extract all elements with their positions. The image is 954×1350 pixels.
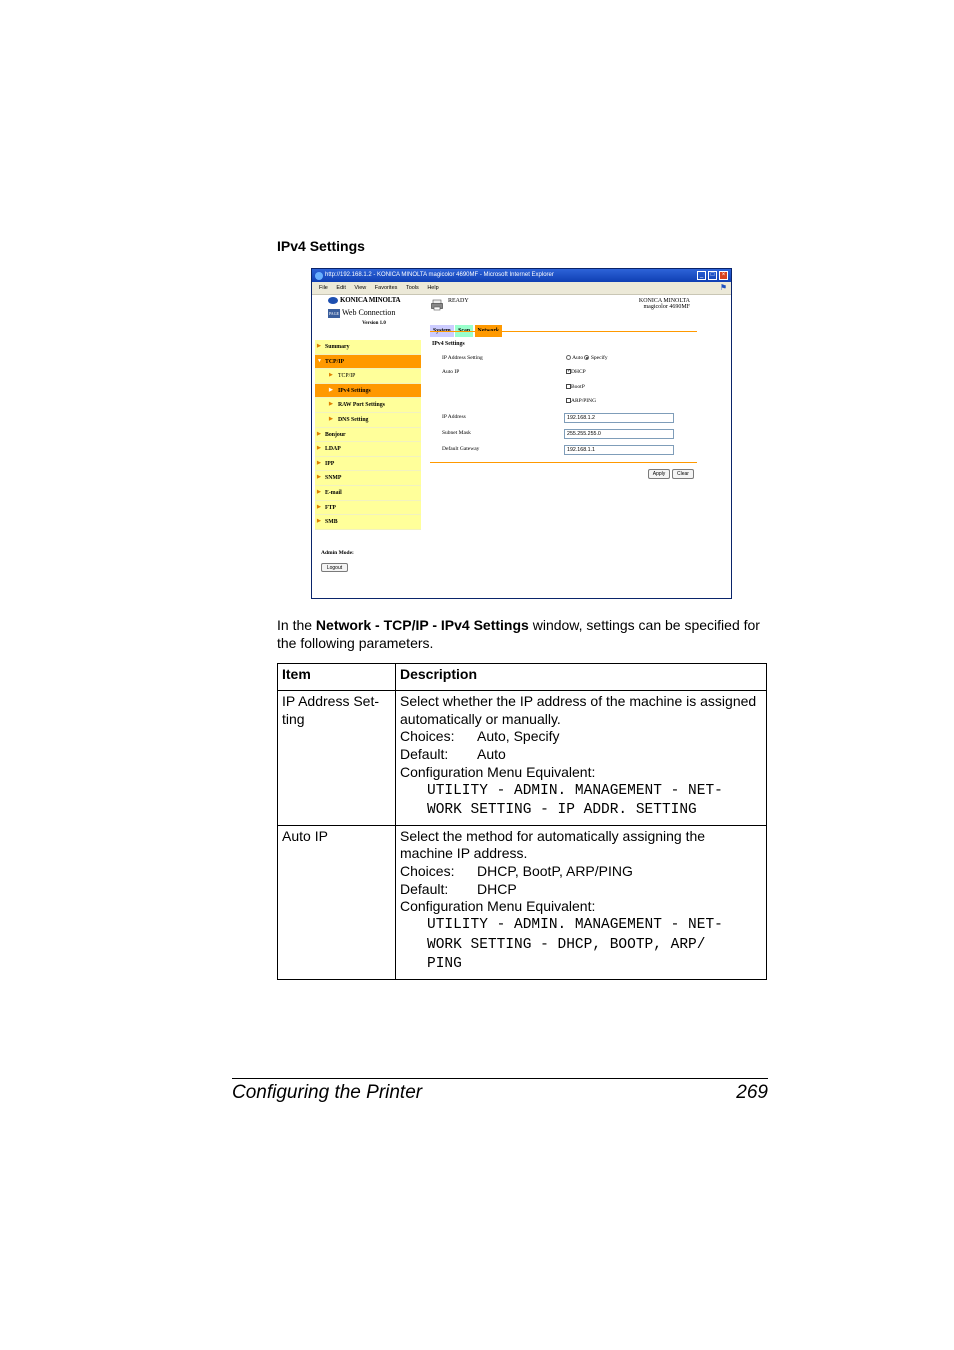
- header-description: Description: [396, 664, 767, 691]
- table-row: [278, 691, 767, 826]
- ip-address-label: IP Address: [442, 414, 466, 420]
- browser-menubar: [312, 282, 731, 295]
- bootp-label: BootP: [571, 384, 585, 390]
- sidebar-item-summary[interactable]: ▶ Summary: [315, 340, 421, 355]
- arrow-right-icon: ▶: [317, 344, 321, 349]
- description-cell: [396, 825, 767, 979]
- sidebar-item-email[interactable]: ▶ E-mail: [315, 486, 421, 501]
- tab-divider: [430, 331, 697, 332]
- menu-edit[interactable]: Edit: [336, 285, 346, 291]
- item-text: Auto IP: [282, 827, 328, 844]
- header-item: Item: [278, 664, 396, 691]
- section-heading: IPv4 Settings: [277, 238, 365, 254]
- menu-path: UTILITY - ADMIN. MANAGEMENT - NET-: [427, 917, 723, 934]
- printer-icon: [431, 299, 443, 311]
- choices-line: Choices: Auto, Specify: [400, 728, 560, 745]
- subnet-mask-input[interactable]: 255.255.255.0: [564, 429, 674, 439]
- arrow-right-icon: ▶: [317, 431, 321, 437]
- model-brand: KONICA MINOLTA: [638, 298, 690, 304]
- menu-favorites[interactable]: Favorites: [374, 285, 398, 291]
- browser-title: http://192.168.1.2 - KONICA MINOLTA magicolor 4690MF - Microsoft Internet Explorer: [325, 272, 554, 278]
- description-text: Select whether the IP address of the machine is assigned: [400, 693, 757, 709]
- item-cell: [278, 825, 396, 979]
- sidebar-subitem-raw-port[interactable]: ▶ RAW Port Settings: [315, 398, 421, 413]
- form-title: IPv4 Settings: [432, 341, 465, 347]
- logo-area: [324, 296, 424, 326]
- arrow-right-icon: ▶: [317, 519, 321, 525]
- item-text: ting: [282, 710, 305, 727]
- intro-paragraph: [277, 617, 767, 652]
- bootp-option: [566, 384, 585, 390]
- table-row: [278, 825, 767, 979]
- arrow-right-icon: ▶: [317, 475, 321, 481]
- windows-flag-icon: ⚑: [719, 283, 727, 292]
- brand-text: KONICA MINOLTA: [340, 296, 401, 304]
- description-text: Select the method for automatically assigning the: [400, 827, 706, 844]
- arp-ping-label: ARP/PING: [571, 398, 597, 404]
- intro-post: window, settings can be specified for the following parameters.: [277, 617, 760, 651]
- arrow-down-icon: ▼: [317, 358, 322, 364]
- intro-pre: In the: [277, 617, 316, 633]
- sidebar-item-ipp[interactable]: ▶ IPP: [315, 457, 421, 472]
- arrow-right-icon: ▶: [317, 446, 321, 452]
- ip-setting-radio-group: [566, 355, 608, 361]
- menu-path: UTILITY - ADMIN. MANAGEMENT - NET-: [427, 782, 723, 799]
- arrow-right-icon: ▶: [317, 504, 321, 510]
- default-gateway-label: Default Gateway: [442, 446, 480, 452]
- ip-address-input[interactable]: 192.168.1.2: [564, 413, 674, 423]
- sidebar-item-snmp[interactable]: ▶ SNMP: [315, 471, 421, 486]
- tab-bar: [430, 319, 499, 331]
- arp-ping-option: [566, 398, 596, 404]
- radio-specify[interactable]: [584, 355, 589, 360]
- radio-specify-label: Specify: [590, 355, 608, 361]
- menu-file[interactable]: File: [319, 285, 328, 291]
- version-label: Version 1.0: [362, 320, 386, 326]
- ie-icon: [315, 272, 323, 280]
- menu-help[interactable]: Help: [427, 285, 439, 291]
- description-text: automatically or manually.: [400, 710, 561, 727]
- arrow-right-icon: ▶: [329, 402, 333, 408]
- arrow-right-icon: ▶: [329, 387, 333, 393]
- table-header-row: [278, 664, 767, 691]
- product-text: Web Connection: [342, 308, 396, 317]
- radio-auto[interactable]: [566, 355, 571, 360]
- subnet-mask-label: Subnet Mask: [442, 430, 471, 436]
- model-name: magicolor 4690MF: [643, 304, 690, 310]
- ip-setting-label: IP Address Setting: [442, 355, 483, 361]
- page-number: 269: [736, 1082, 768, 1103]
- default-line: Default: DHCP: [400, 880, 517, 897]
- clear-button[interactable]: Clear: [672, 469, 694, 479]
- item-cell: [278, 691, 396, 826]
- radio-auto-label: Auto: [572, 355, 584, 361]
- choices-line: Choices: DHCP, BootP, ARP/PING: [400, 862, 633, 879]
- description-cell: [396, 691, 767, 826]
- item-text: IP Address Set-: [282, 693, 380, 709]
- model-info: [617, 298, 690, 310]
- sidebar-item-ldap[interactable]: ▶ LDAP: [315, 442, 421, 457]
- arrow-right-icon: ▶: [317, 489, 321, 495]
- apply-button[interactable]: Apply: [648, 469, 670, 479]
- minimize-icon[interactable]: _: [697, 271, 706, 280]
- menu-tools[interactable]: Tools: [405, 285, 419, 291]
- maximize-icon[interactable]: □: [708, 271, 717, 280]
- arrow-right-icon: ▶: [329, 416, 333, 422]
- sidebar-item-bonjour[interactable]: ▶ Bonjour: [315, 428, 421, 443]
- sidebar-item-ftp[interactable]: ▶ FTP: [315, 501, 421, 516]
- sidebar-subitem-tcpip[interactable]: ▶ TCP/IP: [315, 369, 421, 384]
- sidebar-item-smb[interactable]: ▶ SMB: [315, 515, 421, 530]
- arrow-right-icon: ▶: [329, 373, 333, 379]
- default-line: Default: Auto: [400, 746, 506, 763]
- logout-button[interactable]: Logout: [321, 563, 348, 572]
- intro-bold: Network - TCP/IP - IPv4 Settings: [315, 617, 529, 633]
- pagescope-icon: PAGE SCOPE: [328, 310, 341, 325]
- arrow-right-icon: ▶: [317, 460, 321, 466]
- dhcp-checkbox[interactable]: ✓: [567, 369, 572, 375]
- form-divider: [430, 462, 697, 463]
- dhcp-option: [566, 369, 586, 375]
- close-icon[interactable]: ×: [719, 271, 728, 280]
- browser-titlebar: [312, 269, 731, 282]
- konica-minolta-logo: [328, 296, 424, 304]
- sidebar-subitem-ipv4-settings[interactable]: ▶ IPv4 Settings: [315, 384, 421, 399]
- browser-screenshot: [311, 268, 732, 599]
- sidebar-item-tcpip[interactable]: ▼ TCP/IP: [315, 355, 421, 370]
- menu-view[interactable]: View: [354, 285, 367, 291]
- menu-path: PING: [427, 956, 462, 973]
- dhcp-label: DHCP: [571, 369, 586, 375]
- footer-rule: [232, 1078, 768, 1079]
- sidebar-nav: [315, 340, 421, 530]
- description-text: machine IP address.: [400, 845, 528, 862]
- footer-title: Configuring the Printer: [232, 1082, 423, 1103]
- config-label: Configuration Menu Equivalent:: [400, 898, 596, 915]
- admin-mode-label: Admin Mode:: [321, 550, 354, 556]
- km-globe-icon: [328, 297, 338, 304]
- default-gateway-input[interactable]: 192.168.1.1: [564, 445, 674, 455]
- menu-path: WORK SETTING - DHCP, BOOTP, ARP/: [427, 936, 706, 953]
- config-label: Configuration Menu Equivalent:: [400, 763, 596, 780]
- auto-ip-label: Auto IP: [442, 369, 460, 375]
- sidebar-subitem-dns[interactable]: ▶ DNS Setting: [315, 413, 421, 428]
- menu-path: WORK SETTING - IP ADDR. SETTING: [427, 802, 697, 819]
- status-text: READY: [448, 298, 469, 304]
- parameter-table: [277, 663, 767, 980]
